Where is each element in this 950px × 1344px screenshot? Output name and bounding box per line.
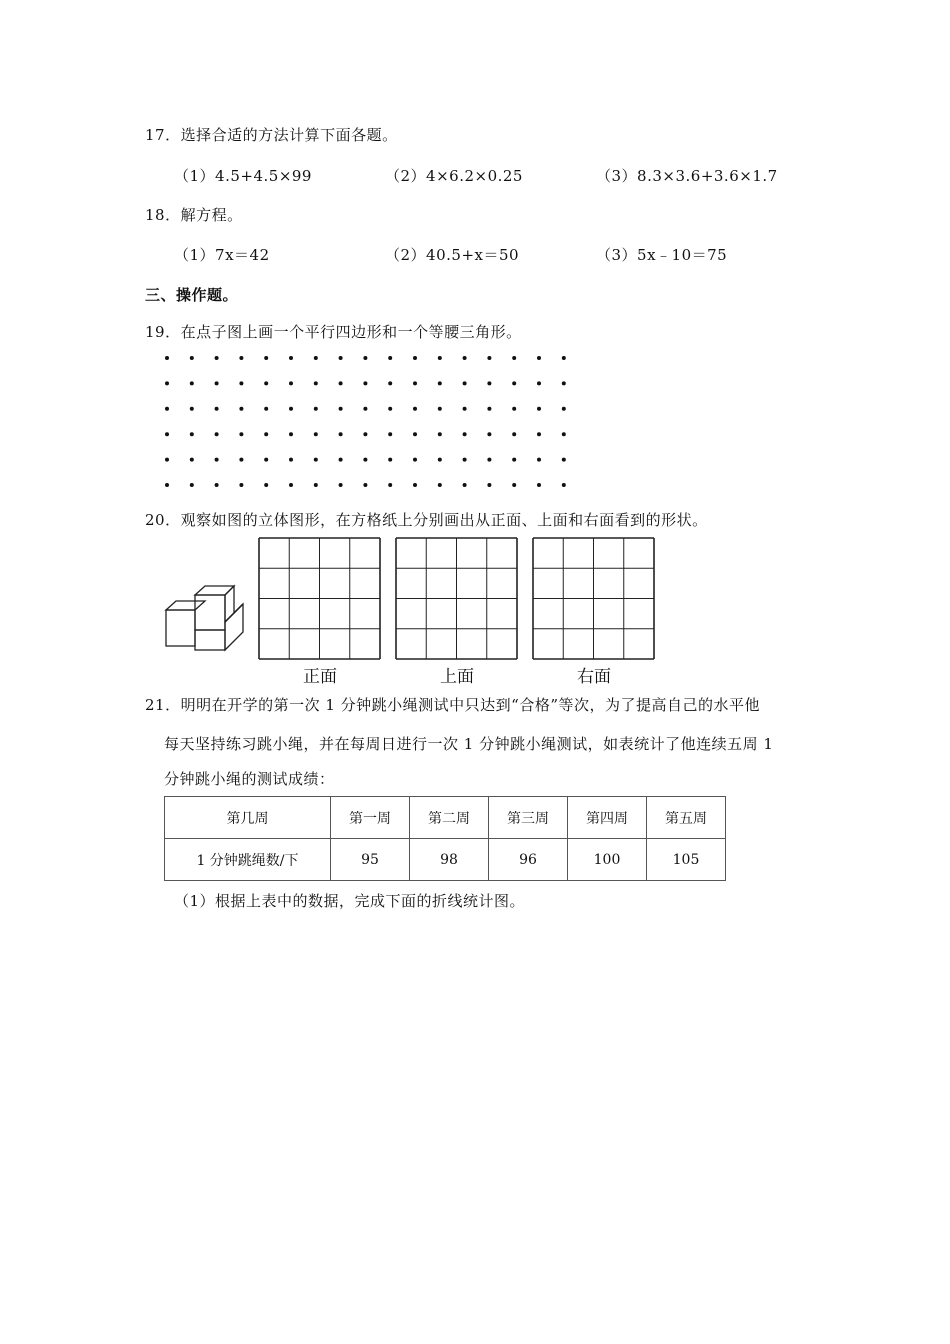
q17-item-3: （3）8.3×3.6+3.6×1.7 <box>596 167 778 185</box>
q18-item-2: （2）40.5+x＝50 <box>385 246 520 264</box>
table-row <box>165 839 726 881</box>
table-cell: 96 <box>489 839 568 881</box>
q17-item-2: （2）4×6.2×0.25 <box>385 167 523 185</box>
q21-line-2: 每天坚持练习跳小绳，并在每周日进行一次 1 分钟跳小绳测试，如表统计了他连续五周 1 <box>164 735 774 753</box>
q21-line-1: 21．明明在开学的第一次 1 分钟跳小绳测试中只达到“合格”等次，为了提高自己的水平他 <box>145 696 761 714</box>
grid-paper <box>259 538 380 659</box>
q19-title: 19．在点子图上画一个平行四边形和一个等腰三角形。 <box>145 323 522 341</box>
q18-item-3: （3）5x﹣10＝75 <box>596 246 728 264</box>
table-cell: 95 <box>331 839 410 881</box>
q18-item-1: （1）7x＝42 <box>174 246 270 264</box>
table-row <box>165 797 726 839</box>
table-cell: 98 <box>410 839 489 881</box>
table-header-cell: 第三周 <box>489 797 568 839</box>
table-header-cell: 第几周 <box>165 797 331 839</box>
table-cell: 105 <box>647 839 726 881</box>
q20-title: 20．观察如图的立体图形，在方格纸上分别画出从正面、上面和右面看到的形状。 <box>145 511 708 529</box>
grid-paper <box>396 538 517 659</box>
table-cell: 100 <box>568 839 647 881</box>
q21-line-3: 分钟跳小绳的测试成绩： <box>164 770 335 788</box>
q17-title: 17．选择合适的方法计算下面各题。 <box>145 126 398 144</box>
table-cell: 1 分钟跳绳数/下 <box>165 839 331 881</box>
score-table <box>164 796 726 881</box>
table-header-cell: 第五周 <box>647 797 726 839</box>
grid-label-front: 正面 <box>303 667 337 687</box>
table-header-cell: 第四周 <box>568 797 647 839</box>
q17-item-1: （1）4.5+4.5×99 <box>174 167 312 185</box>
grid-paper <box>533 538 654 659</box>
q21-sub-1: （1）根据上表中的数据，完成下面的折线统计图。 <box>174 892 526 910</box>
table-header-cell: 第一周 <box>331 797 410 839</box>
grid-label-top: 上面 <box>440 667 474 687</box>
q18-title: 18．解方程。 <box>145 206 243 224</box>
section-heading: 三、操作题。 <box>145 286 239 304</box>
table-header-cell: 第二周 <box>410 797 489 839</box>
grid-label-right: 右面 <box>577 667 611 687</box>
